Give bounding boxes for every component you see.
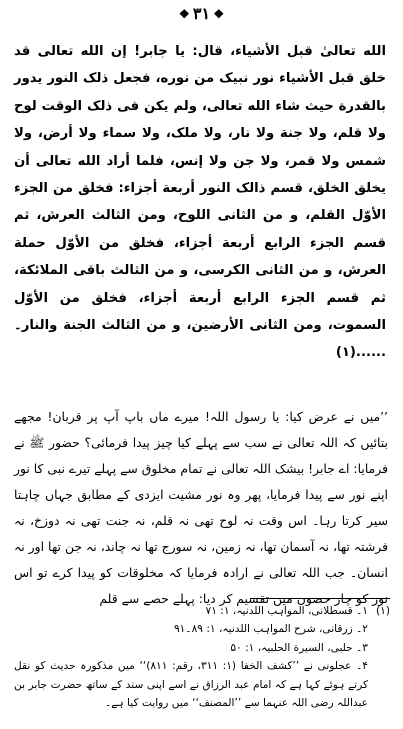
footnote-item (14, 639, 390, 657)
footnote-item (14, 620, 390, 638)
footnote-item (14, 657, 390, 712)
footnote-text: ۱۔ قسطلانی، المواہب اللدنیہ، ۱: ۷۱ (205, 605, 368, 617)
footnote-text: ۲۔ زرقانی، شرح المواہب اللدنیہ، ۱: ۸۹۔۹۱ (173, 623, 368, 636)
urdu-translation (14, 404, 388, 612)
footnote-marker: (۱) (376, 605, 390, 617)
footnote-divider (250, 598, 390, 599)
footnotes (14, 602, 390, 712)
footnote-item (14, 602, 390, 620)
page-number-header (0, 4, 403, 24)
arabic-hadith-text (14, 38, 386, 367)
footnote-text: ۴۔ عجلونی نے ’’کشف الخفا (۱: ۳۱۱، رقم: ۸۱۱)‘‘ میں مذکورہ حدیث کو نقل کرتے ہوئے کہا ہے کہ امام عبد الرزاق نے اسے اپنی سند کے ساتھ حضرت جابر بن عبداللہ رضی اللہ عنہما سے ’’المصنف‘‘ میں روایت کیا ہے۔ (14, 660, 368, 710)
arabic-paragraph: الله تعالیٰ قبل الأشیاء، قال: یا جابر! إن الله تعالی قد خلق قبل الأشیاء نور نبیک من نوره، فجعل ذلک النور یدور بالقدرة حیث شاء الله تعالی، ولم یکن فی ذلک الوقت لوح ولا قلم، ولا جنة ولا نار، ولا ملک، ولا سماء ولا أرض، ولا شمس ولا قمر، ولا جن ولا إنس، فلما أراد الله تعالی أن یخلق الخلق، قسم ذالک النور أربعة أجزاء: فخلق من الجزء الأوّل القلم، و من الثانی اللوح، ومن الثالث العرش، ثم قسم الجزء الرابع أربعة أجزاء، فخلق من الأوّل حملة العرش، و من الثانی الکرسی، و من الثالث باقی الملائکة، ثم قسم الجزء الرابع أربعة أجزاء، فخلق من الأوّل السموت، ومن الثانی الأرضین، و من الثالث الجنة والنار۔ ......(۱) (14, 44, 386, 361)
footnote-text: ۳۔ حلبی، السیرة الحلبیہ، ۱: ۵۰ (230, 641, 368, 654)
page-number: ❖ ۳۱ ❖ (179, 4, 224, 24)
urdu-paragraph: ’’میں نے عرض کیا: یا رسول اللہ! میرے ماں باپ آپ پر قربان! مجھے بتائیں کہ اللہ تعالی نے سب سے پہلے کیا چیز پیدا فرمائی؟ حضور ﷺ نے فرمایا: اے جابر! بیشک اللہ تعالی نے تمام مخلوق سے پہلے تیرے نبی کا نور اپنے نور سے پیدا فرمایا، پھر وہ نور مشیت ایزدی کے مطابق جہاں چاہتا سیر کرتا رہا۔ اس وقت نہ لوح تھی نہ قلم، نہ جنت تھی نہ دوزخ، نہ فرشتہ تھا، نہ آسمان تھا، نہ زمین، نہ سورج تھا نہ چاند، نہ جن تھا اور نہ انسان۔ جب اللہ تعالی نے ارادہ فرمایا کہ مخلوقات کو پیدا کرے تو اس نور کو چار حصوں میں تقسیم کر دیا: پہلے حصے سے قلم (14, 409, 388, 606)
